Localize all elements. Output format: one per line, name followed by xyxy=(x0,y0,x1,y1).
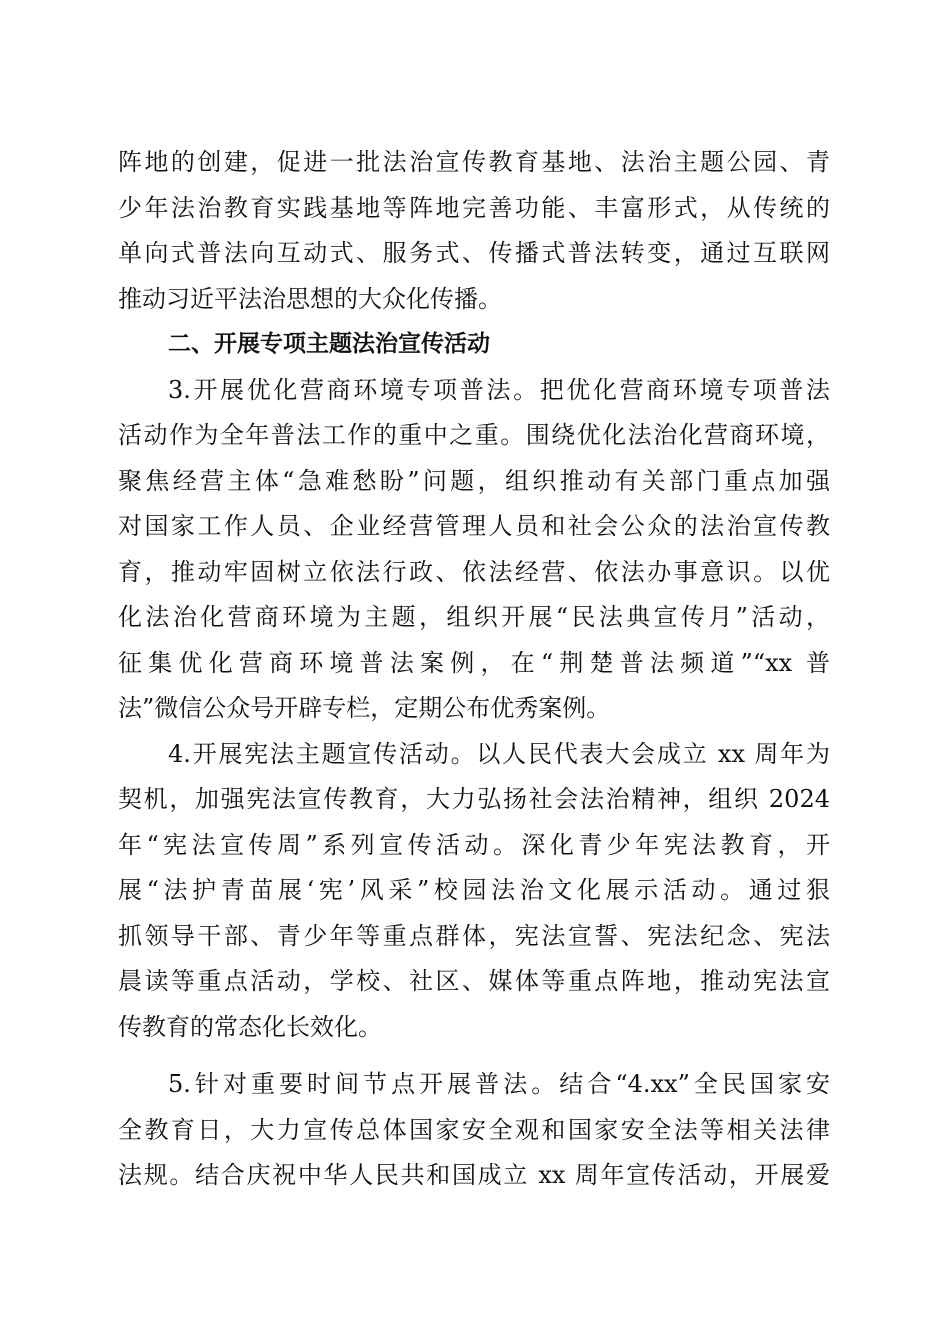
paragraph-key-dates xyxy=(118,1062,830,1199)
document-body xyxy=(118,140,830,1199)
text-line: 展“法护青苗展‘宪’风采”校园法治文化展示活动。通过狠 xyxy=(118,876,830,904)
text-line: 传教育的常态化长效化。 xyxy=(118,1012,382,1041)
text-line: 阵地的创建，促进一批法治宣传教育基地、法治主题公园、青 xyxy=(118,148,830,176)
text-line: 化法治化营商环境为主题，组织开展“民法典宣传月”活动， xyxy=(118,603,830,631)
paragraph-spacer xyxy=(118,1050,830,1062)
paragraph-continuation xyxy=(118,140,830,322)
paragraph-constitution xyxy=(118,732,830,1051)
text-line: 3.开展优化营商环境专项普法。把优化营商环境专项普法 xyxy=(168,375,830,404)
text-line: 推动习近平法治思想的大众化传播。 xyxy=(118,284,502,313)
paragraph-business-environment xyxy=(118,368,830,732)
text-line: 法”微信公众号开辟专栏，定期公布优秀案例。 xyxy=(118,694,611,722)
text-line: 聚焦经营主体“急难愁盼”问题，组织推动有关部门重点加强 xyxy=(118,466,830,495)
text-line: 单向式普法向互动式、服务式、传播式普法转变，通过互联网 xyxy=(118,239,830,267)
text-line: 征集优化营商环境普法案例，在“荆楚普法频道”“xx 普 xyxy=(118,648,830,677)
section-heading: 二、开展专项主题法治宣传活动 xyxy=(168,331,490,357)
text-line: 抓领导干部、青少年等重点群体，宪法宣誓、宪法纪念、宪法 xyxy=(118,921,830,950)
text-line: 对国家工作人员、企业经营管理人员和社会公众的法治宣传教 xyxy=(118,512,830,540)
text-line: 4.开展宪法主题宣传活动。以人民代表大会成立 xx 周年为 xyxy=(168,739,830,768)
text-line: 5.针对重要时间节点开展普法。结合“4.xx”全民国家安 xyxy=(168,1070,830,1098)
text-line: 契机，加强宪法宣传教育，大力弘扬社会法治精神，组织 2024 xyxy=(118,785,830,813)
text-line: 少年法治教育实践基地等阵地完善功能、丰富形式，从传统的 xyxy=(118,193,830,222)
text-line: 育，推动牢固树立依法行政、依法经营、依法办事意识。以优 xyxy=(118,557,830,586)
text-line: 年“宪法宣传周”系列宣传活动。深化青少年宪法教育，开 xyxy=(118,830,830,859)
text-line: 活动作为全年普法工作的重中之重。围绕优化法治化营商环境， xyxy=(118,421,830,449)
text-line: 法规。结合庆祝中华人民共和国成立 xx 周年宣传活动，开展爱 xyxy=(118,1161,830,1189)
text-line: 全教育日，大力宣传总体国家安全观和国家安全法等相关法律 xyxy=(118,1115,830,1144)
text-line: 晨读等重点活动，学校、社区、媒体等重点阵地，推动宪法宣 xyxy=(118,967,830,995)
